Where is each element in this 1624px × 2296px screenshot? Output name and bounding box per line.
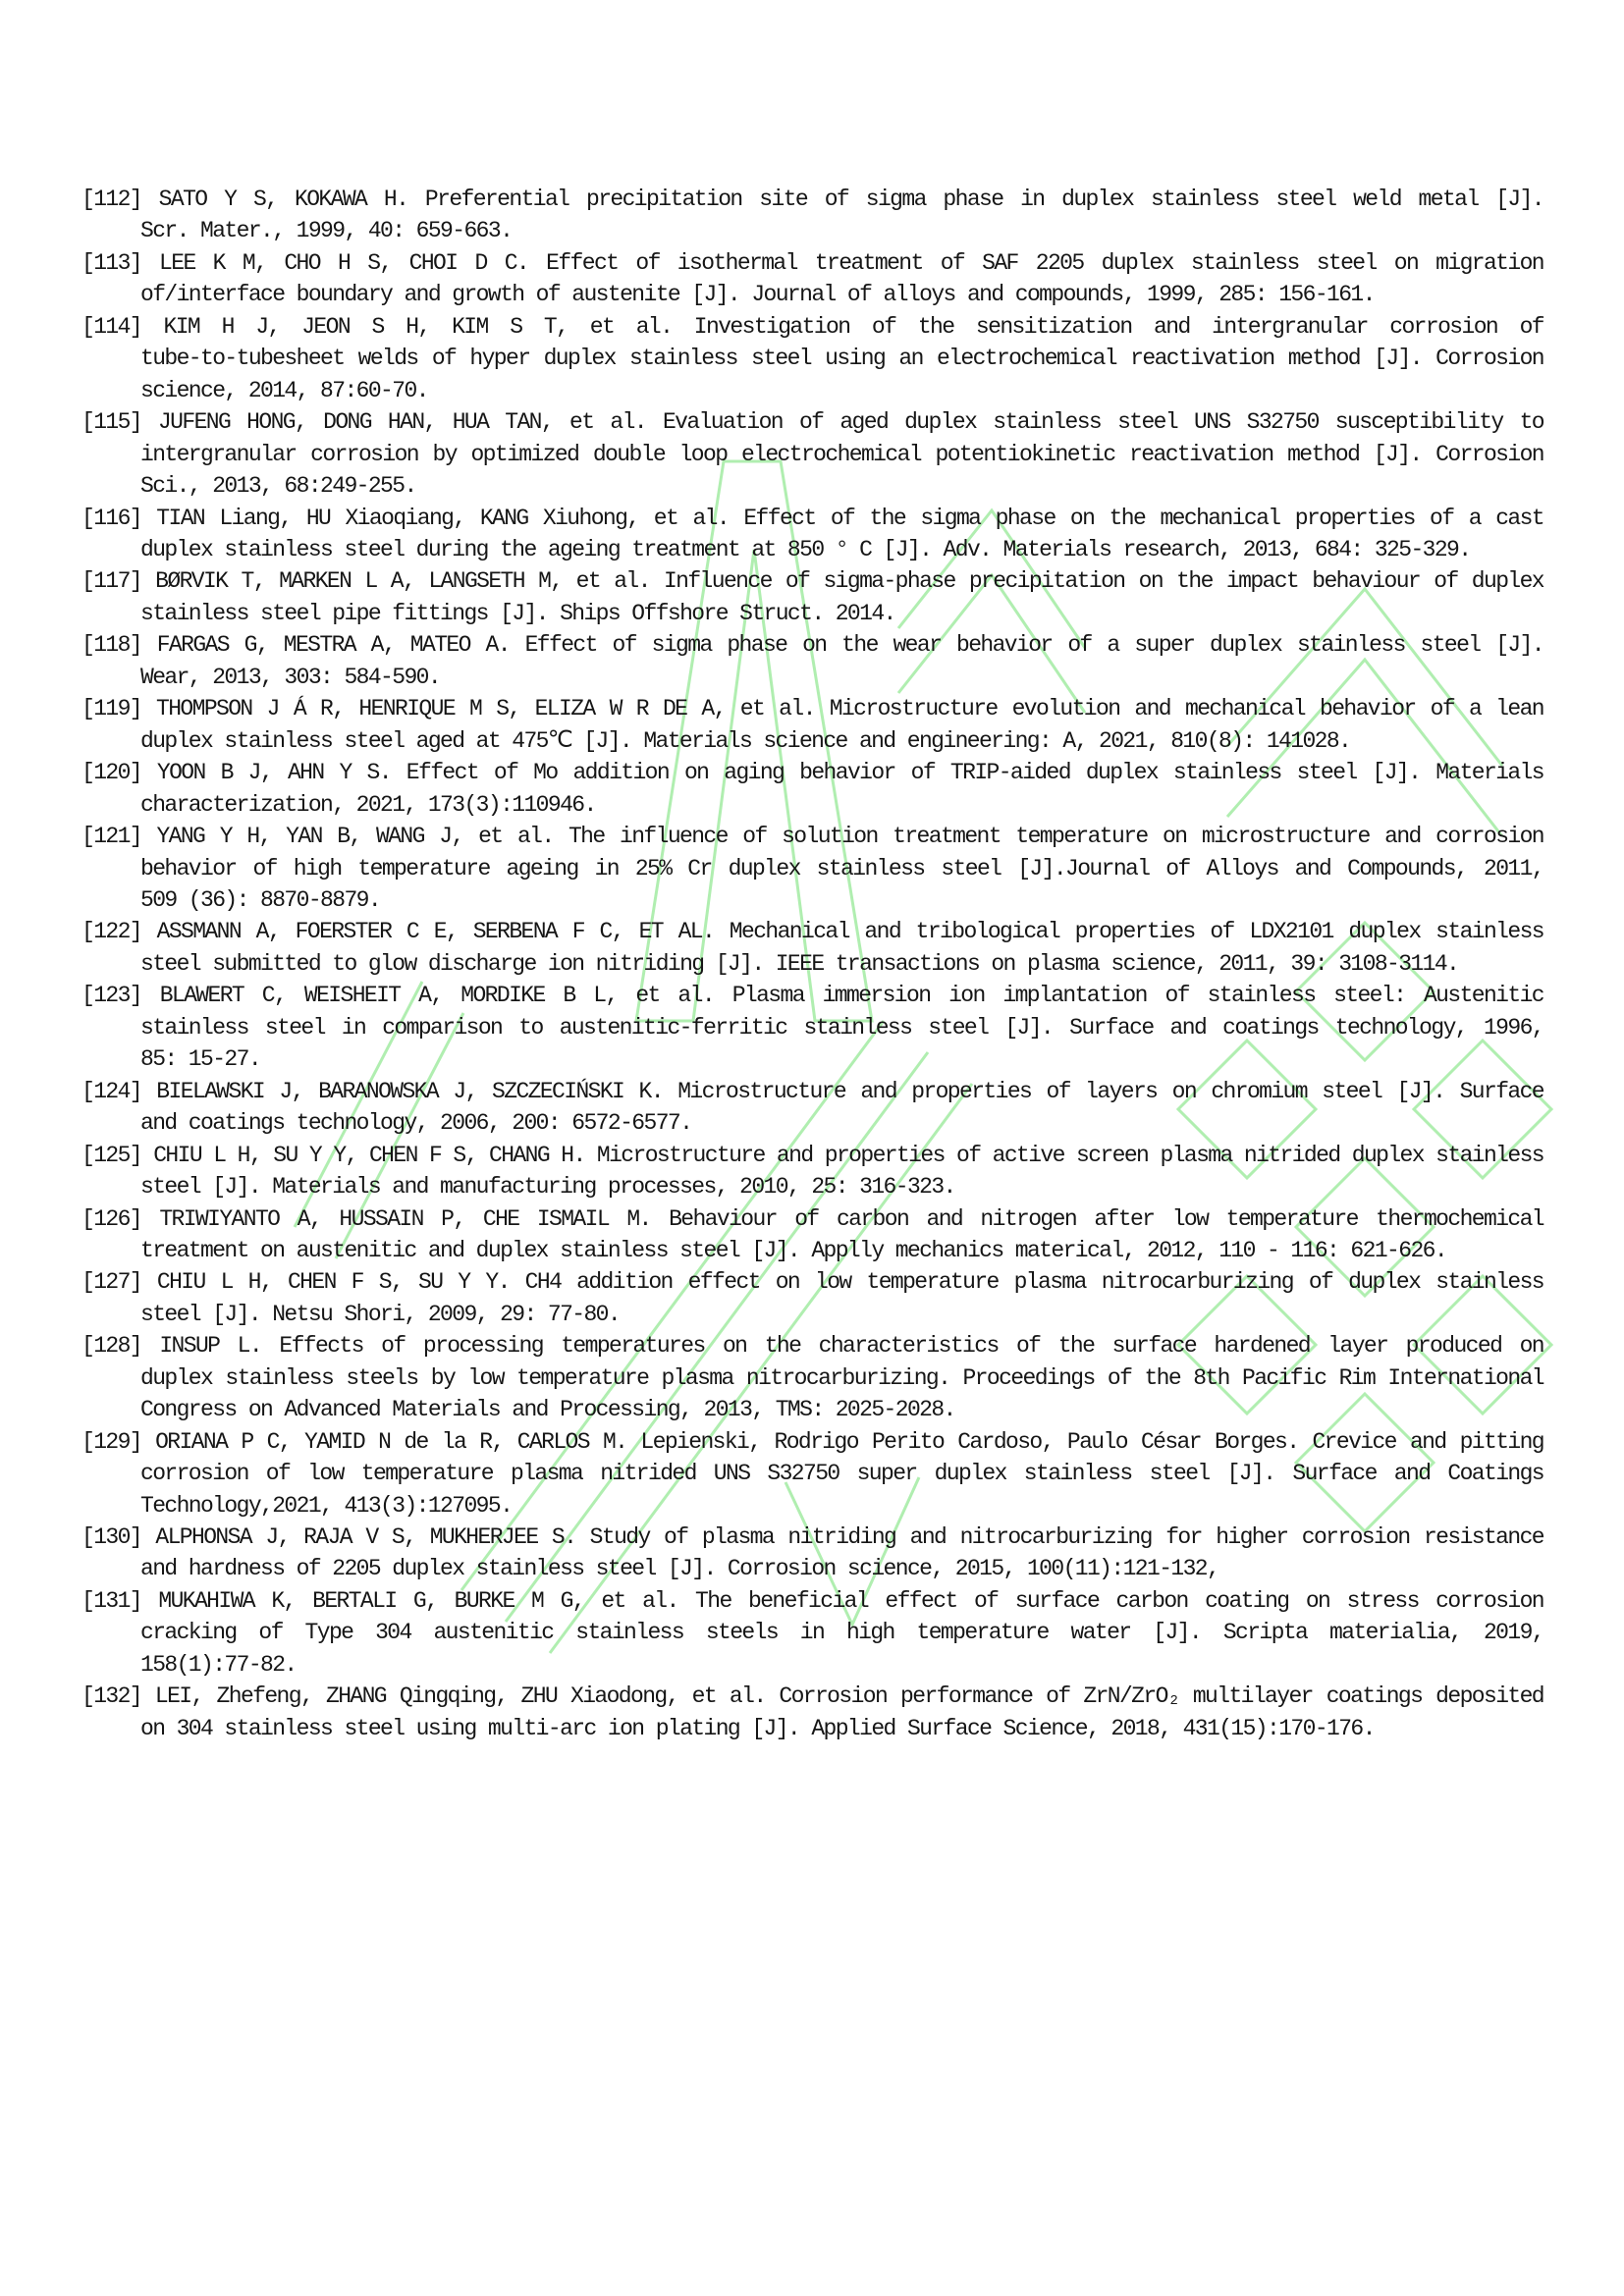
reference bbox=[81, 1522, 1543, 1585]
reference-line: tube-to-tubesheet welds of hyper duplex stainless steel using an electrochemical reactivation method [J]. Corrosion bbox=[140, 346, 1543, 372]
reference bbox=[81, 693, 1543, 757]
reference bbox=[81, 1203, 1543, 1267]
reference-label: [120] bbox=[81, 760, 142, 786]
reference bbox=[81, 1140, 1543, 1203]
reference-line bbox=[81, 916, 1543, 947]
reference-line: 158(1):77-82. bbox=[140, 1651, 297, 1678]
reference-label: [114] bbox=[81, 313, 142, 340]
reference-line bbox=[81, 503, 1543, 534]
reference-text: ALPHONSA J, RAJA V S, MUKHERJEE S. Study of plasma nitriding and nitrocarburizing for higher corrosion resistance bbox=[155, 1524, 1543, 1551]
reference-text: CHIU L H, SU Y Y, CHEN F S, CHANG H. Microstructure and properties of active screen plasma nitrided duplex stainless bbox=[153, 1142, 1543, 1168]
reference-line bbox=[81, 980, 1543, 1011]
reference bbox=[81, 1681, 1543, 1744]
reference-line: 85: 15-27. bbox=[140, 1046, 261, 1073]
reference-text: ORIANA P C, YAMID N de la R, CARLOS M. Lepienski, Rodrigo Perito Cardoso, Paulo César Borges. Crevice and pitting bbox=[155, 1428, 1544, 1455]
reference-line bbox=[81, 693, 1543, 724]
reference bbox=[81, 757, 1543, 821]
reference-line: Technology,2021, 413(3):127095. bbox=[140, 1492, 513, 1519]
reference-line: on 304 stainless steel using multi-arc ion plating [J]. Applied Surface Science, 2018, 431(15):170-176. bbox=[140, 1715, 1375, 1741]
reference-line bbox=[81, 1266, 1543, 1298]
reference bbox=[81, 821, 1543, 916]
reference-label: [130] bbox=[81, 1524, 142, 1551]
reference-text: YANG Y H, YAN B, WANG J, et al. The influence of solution treatment temperature on microstructure and corrosion bbox=[156, 824, 1544, 850]
reference-text: SATO Y S, KOKAWA H. Preferential precipitation site of sigma phase in duplex stainless steel weld metal [J]. bbox=[158, 187, 1544, 212]
reference-label: [115] bbox=[81, 409, 142, 436]
reference-label: [118] bbox=[81, 632, 142, 659]
reference-line: duplex stainless steels by low temperature plasma nitrocarburizing. Proceedings of the 8th Pacific Rim International bbox=[140, 1364, 1543, 1391]
reference-text: BIELAWSKI J, BARANOWSKA J, SZCZECIŃSKI K. Microstructure and properties of layers on chromium steel [J]. Surface bbox=[156, 1078, 1544, 1104]
reference-line: Scr. Mater., 1999, 40: 659-663. bbox=[140, 218, 513, 244]
reference-text: ASSMANN A, FOERSTER C E, SERBENA F C, ET AL. Mechanical and tribological properties of LDX2101 duplex stainless bbox=[156, 919, 1543, 945]
reference-line: and hardness of 2205 duplex stainless steel [J]. Corrosion science, 2015, 100(11):121-132, bbox=[140, 1556, 1219, 1582]
reference bbox=[81, 503, 1543, 566]
reference bbox=[81, 1076, 1543, 1140]
reference-line: 509 (36): 8870-8879. bbox=[140, 886, 381, 913]
reference-label: [121] bbox=[81, 824, 142, 850]
reference-line bbox=[81, 1140, 1543, 1171]
reference-text: TIAN Liang, HU Xiaoqiang, KANG Xiuhong, et al. Effect of the sigma phase on the mechanical properties of a cast bbox=[156, 505, 1544, 531]
reference bbox=[81, 406, 1543, 502]
reference-text: BLAWERT C, WEISHEIT A, MORDIKE B L, et al. Plasma immersion ion implantation of stainless steel: Austenitic bbox=[159, 983, 1543, 1009]
reference-line: intergranular corrosion by optimized double loop electrochemical potentiokinetic reactivation method [J]. Corrosion bbox=[140, 441, 1543, 467]
reference-label: [122] bbox=[81, 919, 142, 945]
reference bbox=[81, 311, 1543, 406]
reference-text: LEI, Zhefeng, ZHANG Qingqing, ZHU Xiaodong, et al. Corrosion performance of ZrN/ZrO₂ multilayer coatings deposited bbox=[154, 1683, 1544, 1710]
reference-line: of/interface boundary and growth of austenite [J]. Journal of alloys and compounds, 1999, 285: 156-161. bbox=[140, 282, 1375, 308]
reference bbox=[81, 1585, 1543, 1681]
reference-line: behavior of high temperature ageing in 25% Cr duplex stainless steel [J].Journal of Alloys and Compounds, 2011, bbox=[140, 855, 1543, 881]
reference bbox=[81, 916, 1543, 980]
reference bbox=[81, 184, 1543, 247]
reference-label: [116] bbox=[81, 505, 142, 531]
reference-line bbox=[81, 757, 1543, 788]
reference-line bbox=[81, 184, 1543, 215]
reference-label: [123] bbox=[81, 983, 142, 1009]
reference-text: LEE K M, CHO H S, CHOI D C. Effect of isothermal treatment of SAF 2205 duplex stainless steel on migration bbox=[159, 249, 1543, 276]
reference-label: [126] bbox=[81, 1205, 142, 1232]
reference-line: treatment on austenitic and duplex stainless steel [J]. Applly mechanics materical, 2012, 110 - 116: 621-626. bbox=[140, 1237, 1447, 1263]
reference-line bbox=[81, 1681, 1543, 1712]
reference-line: science, 2014, 87:60-70. bbox=[140, 377, 428, 403]
reference-label: [112] bbox=[81, 187, 142, 212]
reference-line bbox=[81, 247, 1543, 279]
reference-text: BØRVIK T, MARKEN L A, LANGSETH M, et al. Influence of sigma-phase precipitation on the impact behaviour of duplex bbox=[155, 568, 1544, 595]
reference-line: Sci., 2013, 68:249-255. bbox=[140, 473, 416, 500]
reference-text: INSUP L. Effects of processing temperatures on the characteristics of the surface hardened layer produced on bbox=[159, 1333, 1544, 1360]
reference bbox=[81, 247, 1543, 311]
reference-line: and coatings technology, 2006, 200: 6572-6577. bbox=[140, 1110, 692, 1137]
reference bbox=[81, 1330, 1543, 1425]
reference-line: Wear, 2013, 303: 584-590. bbox=[140, 664, 441, 690]
reference-line bbox=[81, 1076, 1543, 1107]
reference-line bbox=[81, 629, 1543, 661]
reference-line: steel submitted to glow discharge ion nitriding [J]. IEEE transactions on plasma science, 2011, 39: 3108-3114. bbox=[140, 950, 1459, 977]
reference-text: FARGAS G, MESTRA A, MATEO A. Effect of sigma phase on the wear behavior of a super duplex stainless steel [J]. bbox=[156, 632, 1544, 659]
reference bbox=[81, 980, 1543, 1075]
reference-text: JUFENG HONG, DONG HAN, HUA TAN, et al. Evaluation of aged duplex stainless steel UNS S32750 susceptibility to bbox=[157, 409, 1544, 436]
reference-line: corrosion of low temperature plasma nitrided UNS S32750 super duplex stainless steel [J]. Surface and Coatings bbox=[140, 1461, 1543, 1487]
reference-label: [125] bbox=[81, 1142, 142, 1168]
reference-line: characterization, 2021, 173(3):110946. bbox=[140, 791, 596, 818]
reference-line bbox=[81, 565, 1543, 597]
reference bbox=[81, 1266, 1543, 1330]
reference-label: [124] bbox=[81, 1078, 142, 1104]
reference-line bbox=[81, 821, 1543, 852]
reference-label: [113] bbox=[81, 249, 142, 276]
reference-line: Congress on Advanced Materials and Processing, 2013, TMS: 2025-2028. bbox=[140, 1397, 955, 1423]
reference-line: duplex stainless steel aged at 475℃ [J]. Materials science and engineering: A, 2021, 810(8): 141028. bbox=[140, 727, 1351, 754]
reference-line: stainless steel in comparison to austenitic-ferritic stainless steel [J]. Surface and coatings technology, 1996, bbox=[140, 1014, 1543, 1041]
reference-line bbox=[81, 406, 1543, 438]
reference-label: [129] bbox=[81, 1428, 142, 1455]
reference-line bbox=[81, 1330, 1543, 1362]
reference-label: [119] bbox=[81, 696, 142, 722]
reference-line bbox=[81, 1522, 1543, 1553]
reference-text: THOMPSON J Á R, HENRIQUE M S, ELIZA W R DE A, et al. Microstructure evolution and mechanical behavior of a lean bbox=[156, 696, 1544, 722]
reference-line: cracking of Type 304 austenitic stainless steels in high temperature water [J]. Scripta materialia, 2019, bbox=[140, 1620, 1543, 1646]
reference-label: [127] bbox=[81, 1269, 142, 1296]
reference-text: CHIU L H, CHEN F S, SU Y Y. CH4 addition effect on low temperature plasma nitrocarburizing of duplex stainless bbox=[156, 1269, 1544, 1296]
reference-text: TRIWIYANTO A, HUSSAIN P, CHE ISMAIL M. Behaviour of carbon and nitrogen after low temperature thermochemical bbox=[159, 1205, 1544, 1232]
reference-line bbox=[81, 1203, 1543, 1235]
reference-text: KIM H J, JEON S H, KIM S T, et al. Investigation of the sensitization and intergranular corrosion of bbox=[163, 313, 1543, 340]
reference-text: MUKAHIWA K, BERTALI G, BURKE M G, et al. The beneficial effect of surface carbon coating on stress corrosion bbox=[158, 1587, 1544, 1614]
reference-list bbox=[81, 184, 1543, 1744]
reference-label: [132] bbox=[81, 1683, 142, 1710]
reference-line bbox=[81, 1585, 1543, 1617]
reference-line: duplex stainless steel during the ageing treatment at 850 ° C [J]. Adv. Materials research, 2013, 684: 325-329. bbox=[140, 536, 1471, 562]
reference bbox=[81, 629, 1543, 693]
reference-text: YOON B J, AHN Y S. Effect of Mo addition on aging behavior of TRIP-aided duplex stainless steel [J]. Materials bbox=[156, 760, 1544, 786]
reference-label: [117] bbox=[81, 568, 142, 595]
reference-line: steel [J]. Netsu Shori, 2009, 29: 77-80. bbox=[140, 1301, 621, 1327]
reference-label: [128] bbox=[81, 1333, 142, 1360]
reference bbox=[81, 565, 1543, 629]
reference-line: steel [J]. Materials and manufacturing processes, 2010, 25: 316-323. bbox=[140, 1174, 955, 1201]
reference-label: [131] bbox=[81, 1587, 142, 1614]
reference-line bbox=[81, 311, 1543, 343]
reference-line bbox=[81, 1426, 1543, 1458]
reference bbox=[81, 1426, 1543, 1522]
reference-line: stainless steel pipe fittings [J]. Ships Offshore Struct. 2014. bbox=[140, 600, 895, 626]
